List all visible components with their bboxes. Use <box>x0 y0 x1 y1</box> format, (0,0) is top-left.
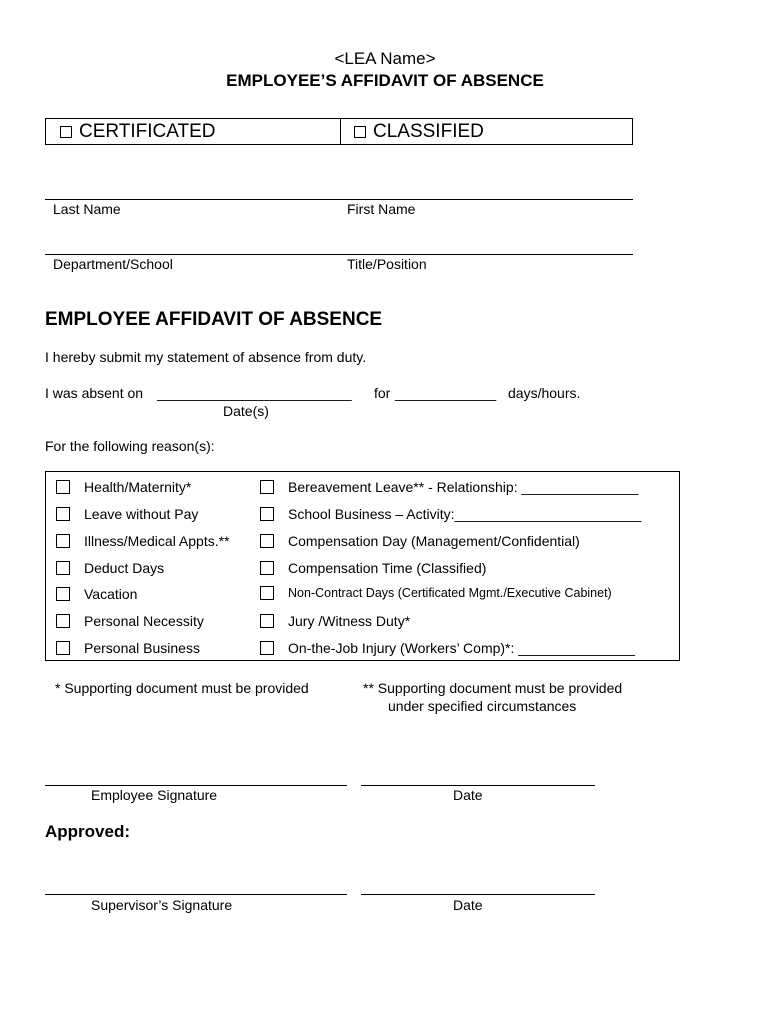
reason-label: Illness/Medical Appts.** <box>84 533 230 549</box>
reasons-box <box>45 471 680 661</box>
checkbox[interactable] <box>56 561 70 575</box>
checkbox[interactable] <box>260 480 274 494</box>
reason-label: Vacation <box>84 586 138 602</box>
checkbox[interactable] <box>56 507 70 521</box>
reason-label: Health/Maternity* <box>84 479 192 495</box>
department-label: Department/School <box>53 256 173 272</box>
checkbox[interactable] <box>260 507 274 521</box>
reason-deduct-days[interactable] <box>56 560 164 576</box>
reason-label: School Business – Activity:________________________ <box>288 506 642 522</box>
checkbox[interactable] <box>260 534 274 548</box>
reason-bereavement[interactable] <box>260 479 638 495</box>
reason-illness-medical[interactable] <box>56 533 230 549</box>
reason-label: Jury /Witness Duty* <box>288 613 411 629</box>
reason-label: On-the-Job Injury (Workers’ Comp)*: _______________ <box>288 640 636 656</box>
certificated-label: CERTIFICATED <box>79 121 216 142</box>
certificated-option[interactable] <box>60 121 216 143</box>
reason-on-the-job-injury[interactable] <box>260 640 635 656</box>
employee-signature-line[interactable] <box>45 785 347 786</box>
checkbox[interactable] <box>56 614 70 628</box>
section-heading: EMPLOYEE AFFIDAVIT OF ABSENCE <box>45 309 383 330</box>
form-title: EMPLOYEE’S AFFIDAVIT OF ABSENCE <box>226 71 544 90</box>
checkbox[interactable] <box>260 586 274 600</box>
reason-non-contract-days[interactable] <box>260 586 612 600</box>
reason-health-maternity[interactable] <box>56 479 191 495</box>
reason-label: Bereavement Leave** - Relationship: _______________ <box>288 479 639 495</box>
reason-label: Deduct Days <box>84 560 165 576</box>
last-name-label: Last Name <box>53 201 121 217</box>
classified-checkbox[interactable] <box>354 126 366 138</box>
note-supporting-document: * Supporting document must be provided <box>55 680 309 696</box>
supervisor-signature-line[interactable] <box>45 894 347 895</box>
reason-label: Non-Contract Days (Certificated Mgmt./Executive Cabinet) <box>288 586 612 600</box>
classified-option[interactable] <box>354 121 484 143</box>
certificated-checkbox[interactable] <box>60 126 72 138</box>
reason-label: Personal Necessity <box>84 613 204 629</box>
checkbox[interactable] <box>56 534 70 548</box>
checkbox[interactable] <box>56 641 70 655</box>
reason-personal-business[interactable] <box>56 640 200 656</box>
days-hours-label: days/hours. <box>508 385 581 401</box>
reason-personal-necessity[interactable] <box>56 613 204 629</box>
statement-text: I hereby submit my statement of absence from duty. <box>45 349 367 365</box>
absent-days-blank[interactable]: _____________ <box>395 385 497 401</box>
supervisor-signature-label: Supervisor’s Signature <box>91 897 233 913</box>
name-line[interactable] <box>45 199 633 200</box>
employee-type-box <box>45 118 633 145</box>
reason-leave-without-pay[interactable] <box>56 506 198 522</box>
checkbox[interactable] <box>260 614 274 628</box>
department-line[interactable] <box>45 254 633 255</box>
reason-compensation-day[interactable] <box>260 533 580 549</box>
employee-signature-label: Employee Signature <box>91 787 218 803</box>
checkbox[interactable] <box>56 587 70 601</box>
note-specified-circumstances: under specified circumstances <box>388 698 577 714</box>
employee-date-line[interactable] <box>361 785 595 786</box>
lea-name: <LEA Name> <box>334 49 436 68</box>
absent-for-label: for <box>374 385 391 401</box>
absent-dates-blank[interactable]: _________________________ <box>157 385 352 401</box>
first-name-label: First Name <box>347 201 416 217</box>
type-divider <box>340 119 341 144</box>
checkbox[interactable] <box>260 641 274 655</box>
classified-label: CLASSIFIED <box>373 121 484 142</box>
supervisor-date-label: Date <box>453 897 483 913</box>
reason-label: Leave without Pay <box>84 506 199 522</box>
supervisor-date-line[interactable] <box>361 894 595 895</box>
reason-compensation-time[interactable] <box>260 560 486 576</box>
title-position-label: Title/Position <box>347 256 427 272</box>
reason-label: Compensation Day (Management/Confidential) <box>288 533 580 549</box>
reason-jury-witness[interactable] <box>260 613 410 629</box>
reason-label: Compensation Time (Classified) <box>288 560 487 576</box>
reason-label: Personal Business <box>84 640 200 656</box>
absent-on-label: I was absent on <box>45 385 144 401</box>
employee-date-label: Date <box>453 787 483 803</box>
checkbox[interactable] <box>260 561 274 575</box>
note-supporting-document-specified: ** Supporting document must be provided <box>363 680 623 696</box>
reason-school-business[interactable] <box>260 506 641 522</box>
approved-heading: Approved: <box>45 822 130 841</box>
reason-vacation[interactable] <box>56 586 137 602</box>
checkbox[interactable] <box>56 480 70 494</box>
reasons-label: For the following reason(s): <box>45 438 215 454</box>
dates-caption: Date(s) <box>223 403 269 419</box>
